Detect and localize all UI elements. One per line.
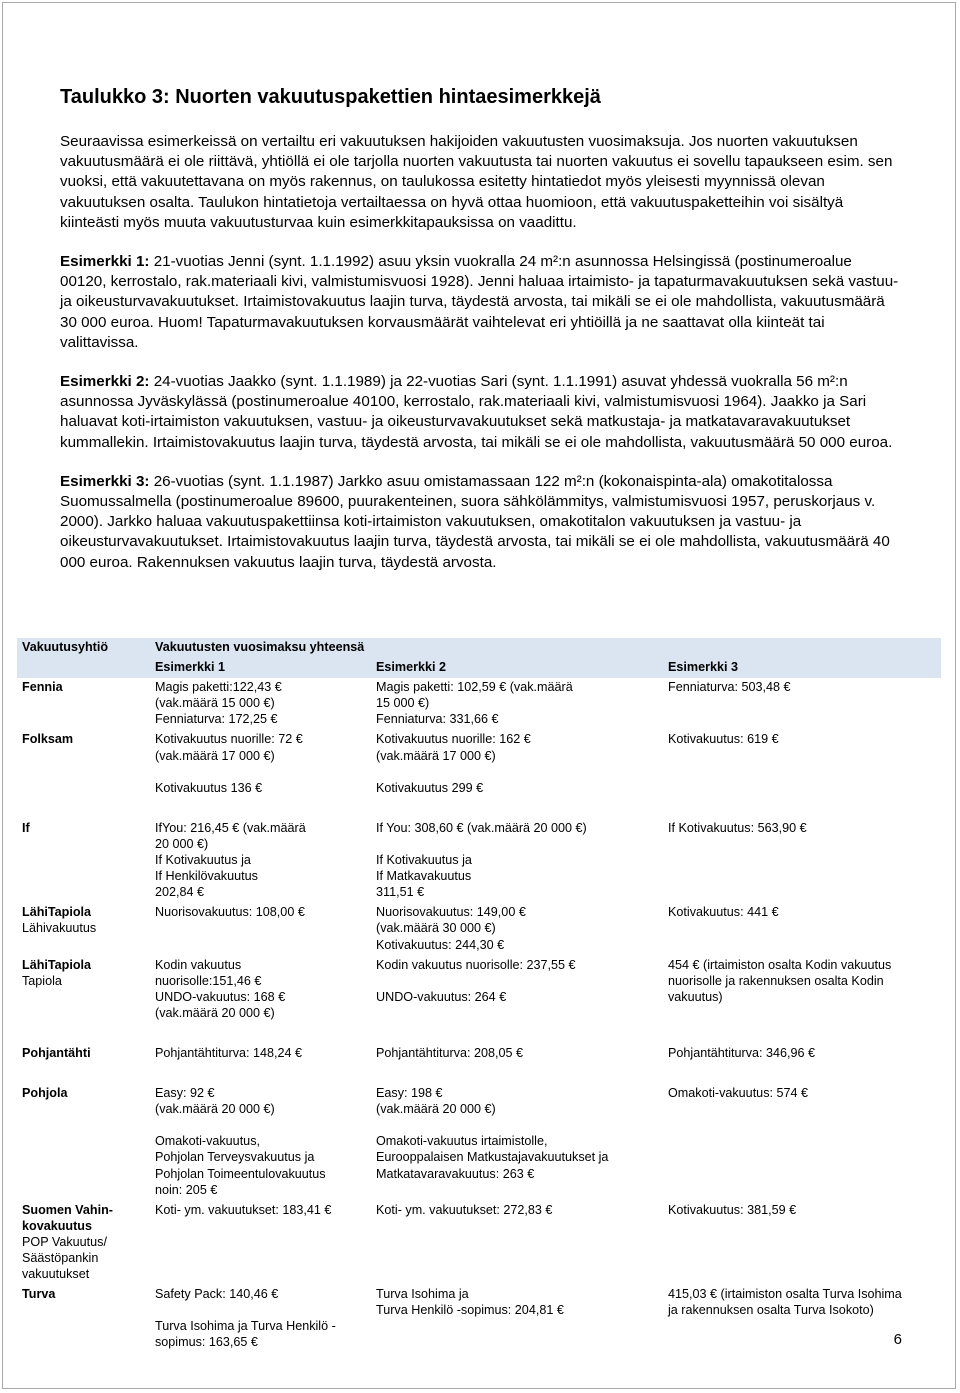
price-text: Turva Isohima ja Turva Henkilö -sopimus: 204,81 € (376, 1287, 564, 1318)
example-2-price-cell (371, 1201, 663, 1285)
table-row (17, 730, 941, 798)
company-subname: Lähivakuutus (22, 921, 97, 936)
table-row (17, 956, 941, 1024)
example-2-price-cell (371, 956, 663, 1024)
company-name: Turva (22, 1287, 56, 1302)
spacer-row (17, 1024, 941, 1044)
example-3-price-cell (663, 1084, 941, 1201)
company-subname: POP Vakuutus/ Säästöpankin vakuutukset (22, 1234, 107, 1282)
example-2-text: 24-vuotias Jaakko (synt. 1.1.1989) ja 22-vuotias Sari (synt. 1.1.1991) asuvat yhdessä vuokralla 56 m²:n asunnossa Jyväskylässä (postinumeroalue 40100, kerrostalo, rak.materiaali kivi, valmistumisvuosi 1964). Jaakko ja Sari haluavat koti-irtaimiston vakuutuksen, vastuu- ja oikeusturvavakuutukset sekä matkustaja- ja matkatavaravakuutukset kummallekin. Irtaimistovakuutus laajin turva, täydestä arvosta, tai mikäli se ei ole mahdollista, vakuutusmäärä 50 000 euroa. (60, 373, 893, 451)
price-text: Safety Pack: 140,46 € Turva Isohima ja Turva Henkilö - sopimus: 163,65 € (155, 1287, 336, 1350)
company-name: LähiTapiola (22, 905, 92, 920)
intro-paragraph: Seuraavissa esimerkeissä on vertailtu eri vakuutuksen hakijoiden vakuutusten vuosimaksuja. Jos nuorten vakuutuksen vakuutusmäärä ei ole riittävä, yhtiöllä ei ole tarjolla nuorten vakuutusta tai nuorten vakuutus ei sovellu tapaukseen esim. sen vuoksi, että vakuutettavana on myös rakennus, on taulukossa esitetty hintatiedot myös yleisesti myynnissä olevan vakuutuksen osalta. Taulukon hintatietoja vertailtaessa on hyvä ottaa huomioon, että vakuutuspaketteihin voi sisältyä kiinteästi myös muuta vakuutusturvaa kuin esimerkkitapauksissa on vaadittu. (60, 133, 893, 231)
table-row (17, 1201, 941, 1285)
example-1-paragraph (60, 252, 900, 353)
example-2-price-cell (371, 678, 663, 730)
example-2-price-cell (371, 1044, 663, 1064)
document-body (60, 84, 900, 592)
price-text: Omakoti-vakuutus: 574 € (668, 1086, 809, 1101)
example-3-price-cell (663, 819, 941, 903)
example-3-price-cell (663, 678, 941, 730)
example-1-price-cell (150, 1201, 371, 1285)
price-text: Fenniaturva: 503,48 € (668, 680, 791, 695)
price-text: Nuorisovakuutus: 108,00 € (155, 905, 305, 920)
table-row (17, 1084, 941, 1201)
price-text: 415,03 € (irtaimiston osalta Turva Isohima ja rakennuksen osalta Turva Isokoto) (668, 1287, 902, 1318)
table-row (17, 819, 941, 903)
example-1-price-cell (150, 956, 371, 1024)
company-cell (17, 819, 150, 903)
price-text: Kotivakuutus nuorille: 72 € (vak.määrä 17 000 €) Kotivakuutus 136 € (155, 732, 303, 795)
price-text: Pohjantähtiturva: 346,96 € (668, 1045, 816, 1060)
price-text: Pohjantähtiturva: 148,24 € (155, 1045, 303, 1060)
price-text: Kotivakuutus: 381,59 € (668, 1202, 797, 1217)
company-name: Pohjola (22, 1086, 68, 1101)
price-text: Kotivakuutus: 619 € (668, 732, 779, 747)
example-2-price-cell (371, 730, 663, 798)
page-number: 6 (893, 1331, 902, 1348)
example-3-paragraph (60, 472, 900, 573)
example-3-label: Esimerkki 3: (60, 472, 150, 490)
example-1-price-cell (150, 903, 371, 955)
spacer-row (17, 799, 941, 819)
table-row (17, 678, 941, 730)
company-name: Fennia (22, 680, 63, 695)
example-1-label: Esimerkki 1: (60, 253, 150, 271)
example-2-price-cell (371, 903, 663, 955)
company-cell (17, 1201, 150, 1285)
table-body (17, 678, 941, 1353)
table-row (17, 1285, 941, 1353)
price-text: Easy: 198 € (vak.määrä 20 000 €) Omakoti-vakuutus irtaimistolle, Eurooppalaisen Matkustajavakuutukset ja Matkatavaravakuutus: 263 € (376, 1086, 609, 1181)
company-cell (17, 1044, 150, 1064)
price-text: Kodin vakuutus nuorisolle:151,46 € UNDO-vakuutus: 168 € (vak.määrä 20 000 €) (155, 957, 286, 1020)
header-example-3: Esimerkki 3 (663, 658, 941, 678)
company-cell (17, 678, 150, 730)
example-1-price-cell (150, 678, 371, 730)
price-text: Kotivakuutus nuorille: 162 € (vak.määrä 17 000 €) Kotivakuutus 299 € (376, 732, 531, 795)
example-1-price-cell (150, 1084, 371, 1201)
spacer-cell (17, 1024, 941, 1044)
example-2-price-cell (371, 1285, 663, 1353)
price-text: If You: 308,60 € (vak.määrä 20 000 €) If Kotivakuutus ja If Matkavakuutus 311,51 € (376, 820, 587, 900)
price-text: If Kotivakuutus: 563,90 € (668, 820, 807, 835)
example-3-price-cell (663, 956, 941, 1024)
example-2-label: Esimerkki 2: (60, 373, 150, 391)
example-3-text: 26-vuotias (synt. 1.1.1987) Jarkko asuu omistamassaan 122 m²:n (kokonaispinta-ala) omakotitalossa Suomussalmella (postinumeroalue 89600, puurakenteinen, suora sähkölämmitys, valmistumisvuosi 1957, peruskorjaus v. 2000). Jarkko haluaa vakuutuspakettiinsa koti-irtaimiston vakuutuksen, omakotitalon vakuutuksen ja vastuu- ja oikeusturvavakuutukset. Irtaimistovakuutus laajin turva, täydestä arvosta, tai mikäli se ei ole mahdollista, vakuutusmäärä 40 000 euroa. Rakennuksen vakuutus laajin turva, täydestä arvosta. (60, 472, 890, 571)
price-text: Koti- ym. vakuutukset: 272,83 € (376, 1202, 553, 1217)
header-company: Vakuutusyhtiö (17, 638, 150, 658)
example-2-paragraph (60, 372, 900, 453)
company-cell (17, 730, 150, 798)
company-name: Pohjantähti (22, 1045, 91, 1060)
table-row (17, 903, 941, 955)
spacer-cell (17, 799, 941, 819)
price-text: IfYou: 216,45 € (vak.määrä 20 000 €) If Kotivakuutus ja If Henkilövakuutus 202,84 € (155, 820, 306, 900)
header-example-1: Esimerkki 1 (150, 658, 371, 678)
example-1-price-cell (150, 1044, 371, 1064)
company-cell (17, 1285, 150, 1353)
table-row (17, 1044, 941, 1064)
spacer-cell (17, 1064, 941, 1084)
header-empty (17, 658, 150, 678)
example-3-price-cell (663, 1044, 941, 1064)
page-title: Taulukko 3: Nuorten vakuutuspakettien hintaesimerkkejä (60, 86, 601, 108)
example-2-price-cell (371, 1084, 663, 1201)
price-text: Koti- ym. vakuutukset: 183,41 € (155, 1202, 332, 1217)
example-1-price-cell (150, 730, 371, 798)
price-text: Kodin vakuutus nuorisolle: 237,55 € UNDO-vakuutus: 264 € (376, 957, 576, 1004)
company-cell (17, 956, 150, 1024)
company-cell (17, 903, 150, 955)
price-table (17, 638, 941, 1354)
company-name: Folksam (22, 732, 74, 747)
price-text: Magis paketti: 102,59 € (vak.määrä 15 000 €) Fenniaturva: 331,66 € (376, 680, 573, 727)
example-2-price-cell (371, 819, 663, 903)
example-3-price-cell (663, 903, 941, 955)
company-name: LähiTapiola (22, 957, 92, 972)
header-example-2: Esimerkki 2 (371, 658, 663, 678)
table-subheader-row (17, 658, 941, 678)
price-text: Easy: 92 € (vak.määrä 20 000 €) Omakoti-vakuutus, Pohjolan Terveysvakuutus ja Pohjolan Toimeentulovakuutus noin: 205 € (155, 1086, 326, 1197)
price-text: Kotivakuutus: 441 € (668, 905, 779, 920)
example-1-price-cell (150, 1285, 371, 1353)
spacer-row (17, 1064, 941, 1084)
header-group: Vakuutusten vuosimaksu yhteensä (150, 638, 941, 658)
price-text: Pohjantähtiturva: 208,05 € (376, 1045, 524, 1060)
example-1-text: 21-vuotias Jenni (synt. 1.1.1992) asuu yksin vuokralla 24 m²:n asunnossa Helsingissä (postinumeroalue 00120, kerrostalo, rak.materiaali kivi, valmistumisvuosi 1928). Jenni haluaa irtaimisto- ja tapaturmavakuutuksen sekä vastuu- ja oikeusturvavakuutukset. Irtaimistovakuutus laajin turva, täydestä arvosta, tai mikäli se ei ole mahdollista, vakuutusmäärä 30 000 euroa. Huom! Tapaturmavakuutuksen korvausmäärät vaihtelevat eri yhtiöillä ja ne saattavat olla kiinteät tai valittavissa. (60, 253, 899, 351)
example-1-price-cell (150, 819, 371, 903)
price-text: Nuorisovakuutus: 149,00 € (vak.määrä 30 000 €) Kotivakuutus: 244,30 € (376, 905, 526, 952)
price-text: Magis paketti:122,43 € (vak.määrä 15 000 €) Fenniaturva: 172,25 € (155, 680, 282, 727)
company-cell (17, 1084, 150, 1201)
price-text: 454 € (irtaimiston osalta Kodin vakuutus nuorisolle ja rakennuksen osalta Kodin vakuutus) (668, 957, 892, 1004)
company-name: If (22, 820, 30, 835)
company-name: Suomen Vahin- kovakuutus (22, 1202, 113, 1233)
example-3-price-cell (663, 730, 941, 798)
example-3-price-cell (663, 1201, 941, 1285)
table-header-row (17, 638, 941, 658)
company-subname: Tapiola (22, 973, 62, 988)
